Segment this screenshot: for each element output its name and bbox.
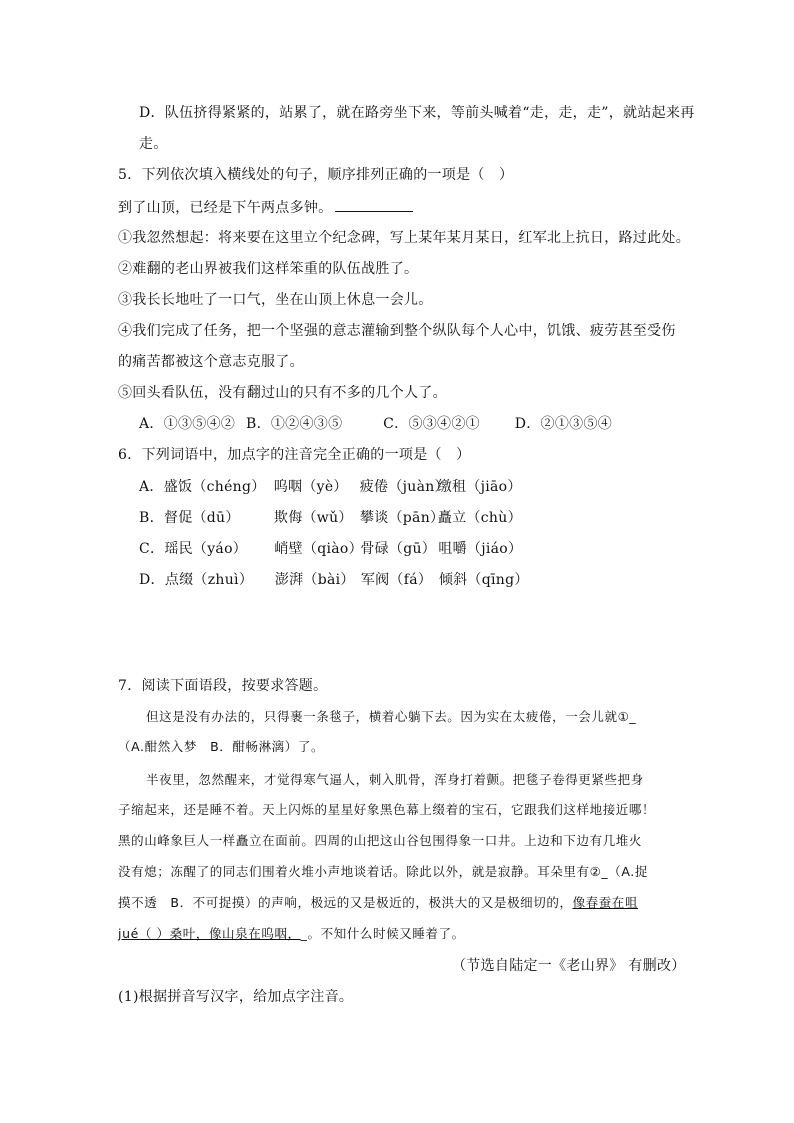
q6-item: 澎湃（bài） — [274, 572, 355, 588]
q7-underlined-phrase-start: 像春蚕在咀 — [572, 895, 639, 910]
q7-p2-line1: 半夜里，忽然醒来，才觉得寒气逼人，刺入肌骨，浑身打着颤。把毯子卷得更紧些把身 — [146, 772, 644, 787]
q7-subquestion-1: (1)根据拼音写汉字，给加点字注音。 — [118, 989, 354, 1005]
q7-p2-line2: 子缩起来，还是睡不着。天上闪烁的星星好象黑色幕上缀着的宝石，它跟我们这样地接近哪！ — [118, 802, 656, 817]
q5-sentence-5: ⑤回头看队伍，没有翻过山的只有不多的几个人了。 — [118, 385, 447, 401]
q5-lead — [118, 197, 413, 218]
q6-item: 督促（dū） — [163, 510, 240, 526]
q6-item: 攀谈（pān） — [359, 510, 445, 526]
q6-row-a — [139, 477, 534, 497]
q5-option-d: D．②①③⑤④ — [514, 416, 613, 432]
q7-p1-line2: （A.酣然入梦 B．酣畅淋漓）了。 — [118, 739, 325, 754]
q4-option-d-line1: D．队伍挤得紧紧的，站累了，就在路旁坐下来，等前头喊着“走，走，走”，就站起来再 — [139, 105, 695, 121]
q5-option-a: A．①③⑤④② — [139, 416, 236, 432]
q5-lead-text: 到了山顶，已经是下午两点多钟。 — [118, 200, 333, 216]
q5-sentence-3: ③我长长地吐了一口气，坐在山顶上休息一会儿。 — [118, 292, 433, 308]
q6-item: 瑶民（yáo） — [164, 541, 248, 557]
q7-p1-line1: 但这是没有办法的，只得裹一条毯子，横着心躺下去。因为实在太疲倦，一会儿就①_ — [146, 709, 637, 724]
q6-row-c — [139, 539, 534, 559]
q6-item: 矗立（chù） — [437, 510, 522, 526]
q6-item: 缴租（jiāo） — [437, 479, 522, 495]
q5-sentence-1: ①我忽然想起：将来要在这里立个纪念碑，写上某年某月某日，红军北上抗日，路过此处。 — [118, 230, 690, 246]
q6-item: 欺侮（wǔ） — [273, 510, 353, 526]
q5-answer-blank — [335, 197, 413, 212]
q5-sentence-4-line1: ④我们完成了任务，把一个坚强的意志灌输到整个纵队每个人心中，饥饿、疲劳甚至受伤 — [118, 323, 676, 339]
q6-row-d — [139, 570, 535, 590]
q6-row-label: A． — [139, 479, 164, 495]
q7-p2-line6 — [118, 924, 465, 944]
q6-item: 咀嚼（jiáo） — [438, 541, 523, 557]
q6-item: 疲倦（juàn） — [359, 479, 449, 495]
q5-sentence-4-line2: 的痛苦都被这个意志克服了。 — [118, 354, 304, 370]
q6-item: 点缀（zhuì） — [164, 572, 254, 588]
q6-item: 骨碌（gū） — [360, 541, 437, 557]
q6-row-label: B． — [139, 510, 164, 526]
q7-p2-line4: 没有熄；冻醒了的同志们围着火堆小声地谈着话。除此以外，就是寂静。耳朵里有②_（A.捉 — [118, 864, 648, 879]
q7-stem: 7．阅读下面语段，按要求答题。 — [118, 678, 328, 694]
q6-item: 呜咽（yè） — [273, 479, 348, 495]
q5-sentence-2: ②难翻的老山界被我们这样笨重的队伍战胜了。 — [118, 261, 419, 277]
q6-row-b — [139, 508, 534, 528]
q6-item: 峭壁（qiào） — [274, 541, 363, 557]
q4-option-d-line2: 走。 — [139, 136, 168, 152]
q7-p2-line6-text: _。不知什么时候又睡着了。 — [300, 926, 465, 941]
q6-row-label: D． — [139, 572, 165, 588]
q5-option-c: C．⑤③④②① — [383, 416, 480, 432]
q7-p2-line3: 黑的山峰象巨人一样矗立在面前。四周的山把这山谷包围得象一口井。上边和下边有几堆火 — [118, 833, 643, 848]
q6-stem: 6．下列词语中，加点字的注音完全正确的一项是（ ） — [118, 447, 471, 463]
q5-stem: 5．下列依次填入横线处的句子，顺序排列正确的一项是（ ） — [118, 167, 514, 183]
q5-option-b: B．①②④③⑤ — [245, 416, 343, 432]
q6-item: 军阀（fá） — [360, 572, 433, 588]
q6-row-label: C． — [139, 541, 165, 557]
q7-p2-line5 — [118, 893, 638, 913]
q7-underlined-phrase-end: jué（ ）桑叶，像山泉在呜咽， — [118, 926, 301, 941]
q7-p2-line5-text: 摸不透 B．不可捉摸）的声响，极远的又是极近的，极洪大的又是极细切的， — [118, 895, 573, 910]
q6-item: 盛饭（chéng） — [163, 479, 266, 495]
q7-source: （节选自陆定一《老山界》 有删改） — [452, 958, 686, 974]
q5-options — [139, 414, 640, 434]
q6-item: 倾斜（qīng） — [438, 572, 529, 588]
